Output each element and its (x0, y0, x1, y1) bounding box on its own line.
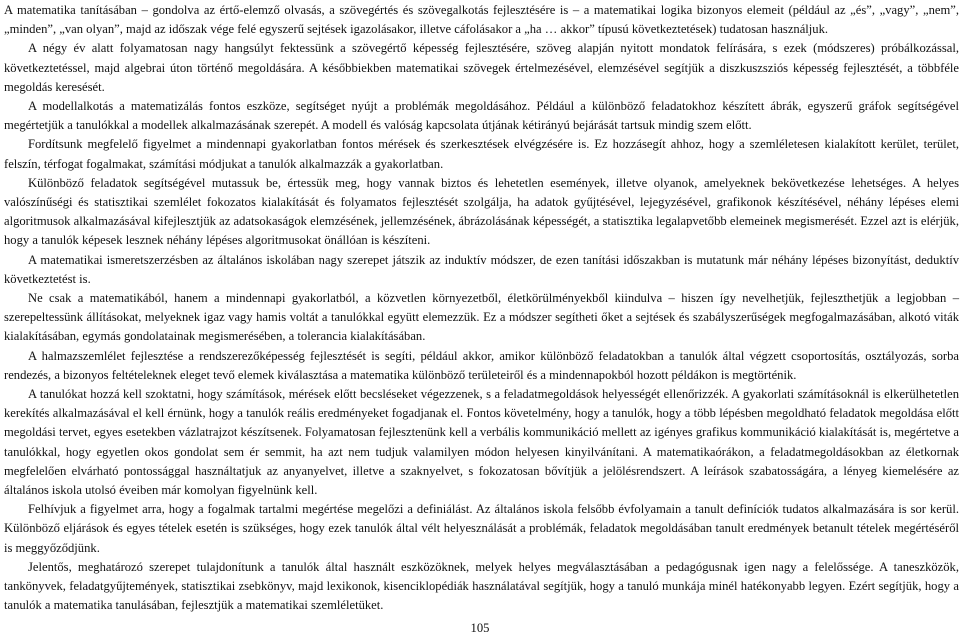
paragraph: A matematikai ismeretszerzésben az általános iskolában nagy szerepet játszik az induktív módszer, de ezen tanítási időszakban is mutatunk már néhány lépéses bizonyítást, deduktív következtetést is. (4, 252, 959, 286)
paragraph: A matematika tanításában – gondolva az értő-elemző olvasás, a szövegértés és szövegalkotás fejlesztésére is – a matematikai logika bizonyos elemeit (például az „és”, „vagy”, „nem”, „minden”, „van olyan”, majd az időszak vége felé egyszerű sejtések igazolásakor, illetve cáfolásakor a „ha … akkor” típusú következtetések) tudatosan használjuk. (4, 3, 959, 37)
paragraph: A tanulókat hozzá kell szoktatni, hogy számítások, mérések előtt becsléseket végezzenek, s a feladatmegoldások helyességét ellenőrizzék. A gyakorlati számításoknál is elkerülhetetlen kerekítés alkalmazásával el kell érnünk, hogy a tanulók reális eredményeket fogadjanak el. Fontos követelmény, hogy a tanulók, hogy a több lépésben megoldható feladatok megoldása előtt megoldási tervet, egyes esetekben vázlatrajzot készítsenek. Folyamatosan fejlesztenünk kell a verbális kommunikáció mellett az igényes grafikus kommunikáció kialakítását is, megértetve a tanulókkal, hogy egyetlen okos gondolat sem ér semmit, ha azt nem tudjuk valamilyen módon helyesen kinyilvánítani. A matematikaórákon, a feladatmegoldásokban az életkornak megfelelően elvárható pontossággal használtatjuk az anyanyelvet, illetve a szaknyelvet, s fokozatosan bővítjük a jelölésrendszert. A leírások szabatosságára, a lényeg kiemelésére az általános iskola utolsó éveiben már komolyan figyelnünk kell. (4, 387, 959, 498)
paragraph: A modellalkotás a matematizálás fontos eszköze, segítséget nyújt a problémák megoldásához. Például a különböző feladatokhoz készített ábrák, egyszerű gráfok segítségével megértetjük a tanulókkal a modellek alkalmazásának szerepét. A modell és valóság kapcsolata útjának kétirányú bejárását tartsuk mindig szem előtt. (4, 99, 959, 133)
paragraph: Fordítsunk megfelelő figyelmet a mindennapi gyakorlatban fontos mérések és szerkesztések elvégzésére is. Ez hozzásegít ahhoz, hogy a szemléletesen kialakított kerület, terület, felszín, térfogat fogalmakat, számítási módjukat a tanulók alkalmazzák a gyakorlatban. (4, 137, 959, 171)
paragraph: A négy év alatt folyamatosan nagy hangsúlyt fektessünk a szövegértő képesség fejlesztésére, szöveg alapján nyitott mondatok felírására, s ezek (módszeres) próbálkozással, következtetéssel, majd algebrai úton történő megoldására. A későbbiekben matematikai szövegek értelmezésével, elemzésével segítjük a diszkuszsziós képesség fejlesztését, a többféle megoldás keresését. (4, 41, 959, 94)
page-number: 105 (470, 621, 490, 635)
paragraph: Ne csak a matematikából, hanem a mindennapi gyakorlatból, a közvetlen környezetből, életkörülményekből kiindulva – hiszen így nevelhetjük, fejleszthetjük a legjobban – szerepeltessünk állításokat, melyeknek igaz vagy hamis voltát a tanulókkal együtt elemezzük. Ez a módszer segítheti őket a sejtések és szabályszerűségek megfogalmazásában, alkotó viták kialakításában, egymás gondolatainak megismerésében, a tolerancia kialakításában. (4, 291, 959, 344)
paragraph: A halmazszemlélet fejlesztése a rendszerezőképesség fejlesztését is segíti, például akkor, amikor különböző feladatokban a tanulók által végzett csoportosítás, osztályozás, sorba rendezés, a bizonyos feltételeknek eleget tevő elemek kiválasztása a matematika különböző területeiről és a mindennapokból hozott példákon is megtörténik. (4, 348, 959, 382)
paragraph: Jelentős, meghatározó szerepet tulajdonítunk a tanulók által használt eszközöknek, melyek helyes megválasztásában a pedagógusnak igen nagy a felelőssége. A taneszközök, tankönyvek, feladatgyűjtemények, statisztikai zsebkönyv, majd lexikonok, kisenciklopédiák használatával segítjük, hogy a tanuló munkája minél hatékonyabb legyen. Ezért segítjük, hogy a tanulók a matematika tanulásában, fejlesztjük a matematikai szemléletüket. (4, 559, 959, 613)
paragraph: Felhívjuk a figyelmet arra, hogy a fogalmak tartalmi megértése megelőzi a definiálást. Az általános iskola felsőbb évfolyamain a tanult definíciók tudatos alkalmazására is sor kerül. Különböző eljárások és egyes tételek esetén is szükséges, hogy ezek tanulók által vélt helyesználását a problémák, feladatok megoldásában tanult eredmények betanult tételek megértéséről is meggyőződjünk. (4, 502, 959, 555)
body-text (4, 1, 959, 616)
paragraph: Különböző feladatok segítségével mutassuk be, értessük meg, hogy vannak biztos és lehetetlen események, illetve olyanok, amelyeknek bekövetkezése lehetséges. A helyes valószínűségi és statisztikai szemlélet fokozatos kialakítását és folyamatos fejlesztését szolgálja, ha adatok gyűjtésével, lejegyzésével, grafikonok készítésével, néhány lépéses elemi algoritmusok alkalmazásával kifejlesztjük az adatsokaságok elemzésének, jellemzésének, ábrázolásának képességét, a statisztika legalapvetőbb elemeinek megismerését. Ezzel azt is elérjük, hogy a tanulók képesek lesznek néhány lépéses algoritmusokat önállóan is készíteni. (4, 175, 959, 248)
